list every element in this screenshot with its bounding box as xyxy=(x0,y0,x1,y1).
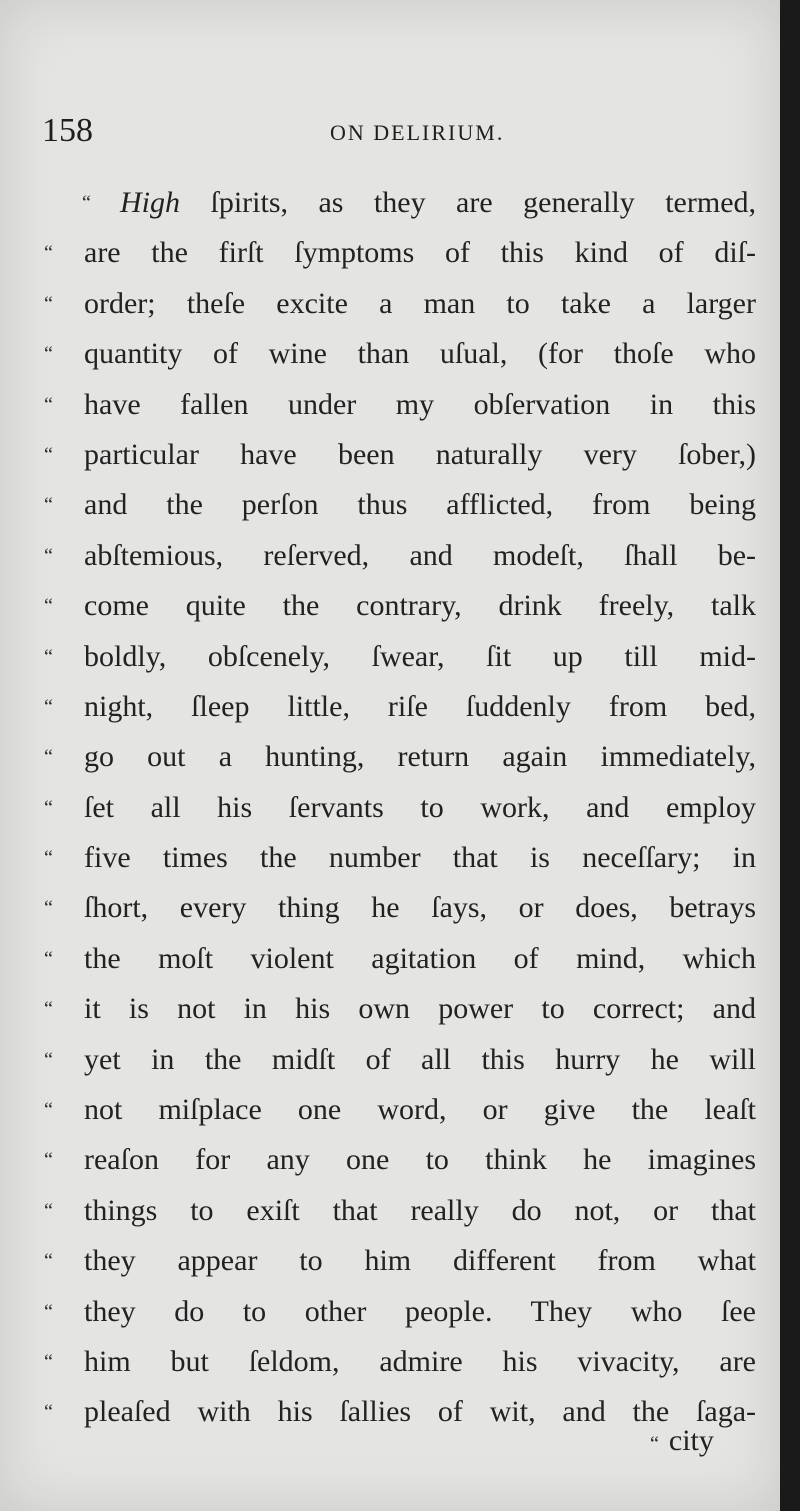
quote-mark: “ xyxy=(44,947,53,970)
quote-mark: “ xyxy=(44,1149,53,1172)
line-text: boldly, obſcenely, ſwear, ſit up till mid- xyxy=(84,639,756,673)
text-line xyxy=(44,1287,756,1337)
text-line xyxy=(44,1035,756,1085)
quote-mark: “ xyxy=(44,443,53,466)
quote-mark: “ xyxy=(44,595,53,618)
quote-mark: “ xyxy=(44,343,53,366)
line-text: order; theſe excite a man to take a larger xyxy=(84,286,756,320)
line-text: night, ſleep little, riſe ſuddenly from bed, xyxy=(84,689,756,723)
quote-mark: “ xyxy=(44,1401,53,1424)
line-text: go out a hunting, return again immediately, xyxy=(84,740,756,774)
line-text: ſet all his ſervants to work, and employ xyxy=(84,790,756,824)
line-text: quantity of wine than uſual, (for thoſe who xyxy=(84,337,756,371)
text-line xyxy=(44,783,756,833)
quote-mark: “ xyxy=(44,1250,53,1273)
text-line xyxy=(44,581,756,631)
quote-mark: “ xyxy=(44,1199,53,1222)
line-text: they appear to him different from what xyxy=(84,1244,756,1278)
catchword-quote-mark: “ xyxy=(650,1433,659,1455)
text-line xyxy=(44,732,756,782)
text-line xyxy=(44,833,756,883)
text-line xyxy=(44,1337,756,1387)
page-number: 158 xyxy=(42,112,93,149)
running-head: ON DELIRIUM. xyxy=(330,120,505,145)
quote-mark: “ xyxy=(44,1099,53,1122)
text-line xyxy=(44,178,756,228)
line-text: have fallen under my obſervation in this xyxy=(84,387,756,421)
line-text: ſhort, every thing he ſays, or does, betrays xyxy=(84,891,756,925)
catchword-text: city xyxy=(668,1424,714,1457)
quote-mark: “ xyxy=(44,1300,53,1323)
text-line xyxy=(44,934,756,984)
line-text: abſtemious, reſerved, and modeſt, ſhall be- xyxy=(84,538,756,572)
line-text: five times the number that is neceſſary; in xyxy=(84,841,756,875)
line-text: are the firſt ſymptoms of this kind of diſ- xyxy=(84,236,756,270)
page-header xyxy=(42,112,742,152)
quote-mark: “ xyxy=(44,393,53,416)
text-line xyxy=(44,1085,756,1135)
quote-mark: “ xyxy=(44,796,53,819)
line-text: it is not in his own power to correct; and xyxy=(84,992,756,1026)
lines-container xyxy=(44,228,756,1437)
text-line xyxy=(44,430,756,480)
text-line xyxy=(44,984,756,1034)
italic-word: High xyxy=(120,186,180,219)
quote-mark: “ xyxy=(44,847,53,870)
line-text: things to exiſt that really do not, or that xyxy=(84,1193,756,1227)
line-text: reaſon for any one to think he imagines xyxy=(84,1143,756,1177)
text-line xyxy=(44,883,756,933)
quote-mark: “ xyxy=(44,746,53,769)
line-text: him but ſeldom, admire his vivacity, are xyxy=(84,1344,756,1378)
quote-mark: “ xyxy=(44,897,53,920)
text-line xyxy=(44,682,756,732)
quote-mark: “ xyxy=(44,242,53,265)
quote-mark: “ xyxy=(82,192,91,214)
body-text xyxy=(44,178,756,1438)
line-text: and the perſon thus afflicted, from being xyxy=(84,488,756,522)
quote-mark: “ xyxy=(44,494,53,517)
text-line xyxy=(44,1186,756,1236)
quote-mark: “ xyxy=(44,292,53,315)
text-line xyxy=(44,1135,756,1185)
line-text: yet in the midſt of all this hurry he will xyxy=(84,1042,756,1076)
quote-mark: “ xyxy=(44,695,53,718)
quote-mark: “ xyxy=(44,1350,53,1373)
line-text: particular have been naturally very ſober,) xyxy=(84,437,756,471)
line-text: the moſt violent agitation of mind, which xyxy=(84,941,756,975)
quote-mark: “ xyxy=(44,544,53,567)
line-text: pleaſed with his ſallies of wit, and the ſaga- xyxy=(84,1395,756,1429)
line-text: come quite the contrary, drink freely, talk xyxy=(84,589,756,623)
quote-mark: “ xyxy=(44,645,53,668)
catchword xyxy=(650,1424,714,1458)
line-text: they do to other people. They who ſee xyxy=(84,1294,756,1328)
text-line xyxy=(44,531,756,581)
line-text-rest: ſpirits, as they are generally termed, xyxy=(210,186,757,219)
text-line xyxy=(44,329,756,379)
text-line xyxy=(44,228,756,278)
quote-mark: “ xyxy=(44,1048,53,1071)
text-line xyxy=(44,632,756,682)
line-text xyxy=(120,178,756,228)
text-line xyxy=(44,380,756,430)
quote-mark: “ xyxy=(44,998,53,1021)
text-line xyxy=(44,1236,756,1286)
text-line xyxy=(44,279,756,329)
text-line xyxy=(44,480,756,530)
line-text: not miſplace one word, or give the leaſt xyxy=(84,1093,756,1127)
